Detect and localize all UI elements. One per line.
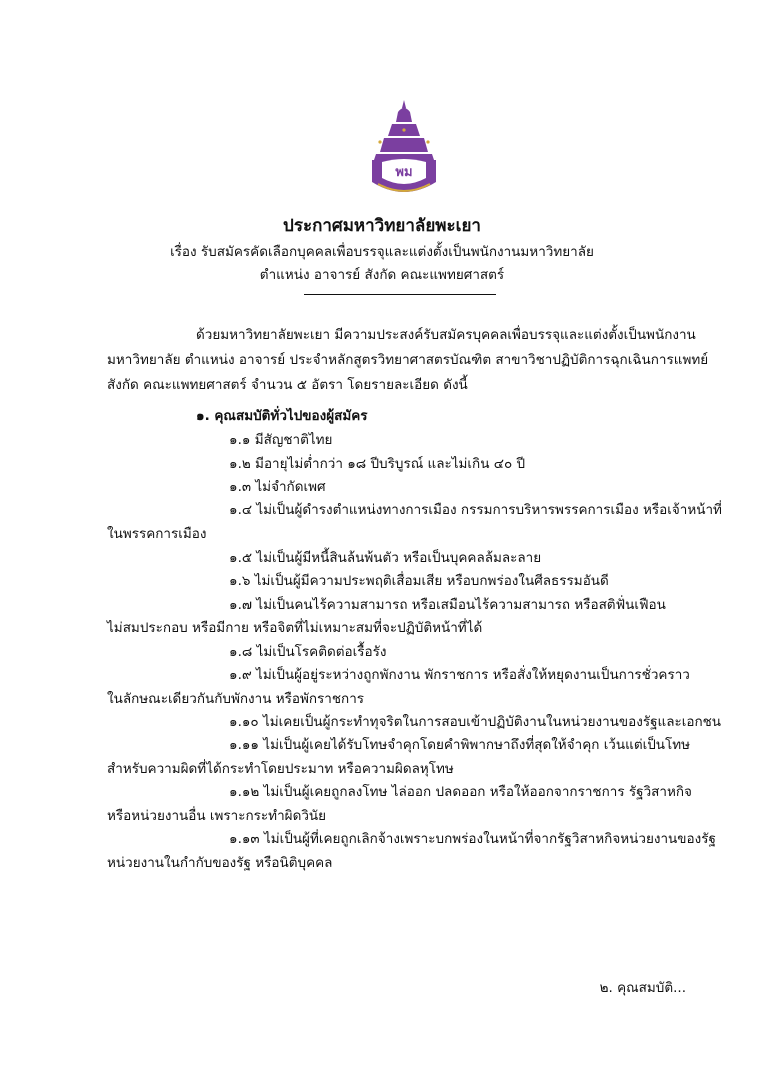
university-logo [368, 98, 440, 202]
announcement-position: ตำแหน่ง อาจารย์ สังกัด คณะแพทยศาสตร์ [259, 267, 505, 283]
list-item: ๑.๑๒ ไม่เป็นผู้เคยถูกลงโทษ ไล่ออก ปลดออก หรือให้ออกจากราชการ รัฐวิสาหกิจ [229, 784, 692, 800]
list-item: ๑.๒ มีอายุไม่ต่ำกว่า ๑๘ ปีบริบูรณ์ และไม่เกิน ๔๐ ปี [229, 456, 526, 472]
list-item: ๑.๑๐ ไม่เคยเป็นผู้กระทำทุจริตในการสอบเข้าปฏิบัติงานในหน่วยงานของรัฐและเอกชน [229, 714, 722, 730]
list-item: ๑.๔ ไม่เป็นผู้ดำรงตำแหน่งทางการเมือง กรรมการบริหารพรรคการเมือง หรือเจ้าหน้าที่ [229, 502, 722, 518]
list-item: ๑.๑๑ ไม่เป็นผู้เคยได้รับโทษจำคุกโดยคำพิพากษาถึงที่สุดให้จำคุก เว้นแต่เป็นโทษ [229, 737, 691, 753]
intro-line: สังกัด คณะแพทยศาสตร์ จำนวน ๕ อัตรา โดยรายละเอียด ดังนี้ [107, 377, 468, 393]
list-item: ๑.๓ ไม่จำกัดเพศ [229, 479, 326, 495]
list-item-continuation: หรือหน่วยงานอื่น เพราะกระทำผิดวินัย [107, 808, 327, 824]
list-item: ๑.๕ ไม่เป็นผู้มีหนี้สินล้นพ้นตัว หรือเป็นบุคคลล้มละลาย [229, 550, 542, 566]
list-item-continuation: ในพรรคการเมือง [107, 526, 207, 542]
continuation-note: ๒. คุณสมบัติ... [599, 980, 686, 996]
announcement-title: ประกาศมหาวิทยาลัยพะเยา [283, 216, 481, 236]
title-divider [304, 294, 496, 295]
list-item: ๑.๑ มีสัญชาติไทย [229, 432, 333, 448]
list-item-continuation: ไม่สมประกอบ หรือมีกาย หรือจิตที่ไม่เหมาะสมที่จะปฏิบัติหน้าที่ได้ [107, 620, 483, 636]
list-item: ๑.๙ ไม่เป็นผู้อยู่ระหว่างถูกพักงาน พักราชการ หรือสั่งให้หยุดงานเป็นการชั่วคราว [229, 667, 690, 683]
intro-line: ด้วยมหาวิทยาลัยพะเยา มีความประสงค์รับสมัครบุคคลเพื่อบรรจุและแต่งตั้งเป็นพนักงาน [196, 327, 696, 343]
list-item-continuation: หน่วยงานในกำกับของรัฐ หรือนิติบุคคล [107, 855, 333, 871]
list-item: ๑.๘ ไม่เป็นโรคติดต่อเรื้อรัง [229, 644, 387, 660]
list-item: ๑.๖ ไม่เป็นผู้มีความประพฤติเสื่อมเสีย หรือบกพร่องในศีลธรรมอันดี [229, 573, 609, 589]
list-item: ๑.๑๓ ไม่เป็นผู้ที่เคยถูกเลิกจ้างเพราะบกพร่องในหน้าที่จากรัฐวิสาหกิจหน่วยงานของรัฐ [229, 831, 716, 847]
list-item-continuation: ในลักษณะเดียวกันกับพักงาน หรือพักราชการ [107, 691, 365, 707]
list-item: ๑.๗ ไม่เป็นคนไร้ความสามารถ หรือเสมือนไร้ความสามารถ หรือสติฟั่นเฟือน [229, 597, 666, 613]
announcement-subject: เรื่อง รับสมัครคัดเลือกบุคคลเพื่อบรรจุและแต่งตั้งเป็นพนักงานมหาวิทยาลัย [170, 244, 594, 260]
section-heading: ๑. คุณสมบัติทั่วไปของผู้สมัคร [196, 408, 368, 424]
intro-line: มหาวิทยาลัย ตำแหน่ง อาจารย์ ประจำหลักสูตรวิทยาศาสตรบัณฑิต สาขาวิชาปฏิบัติการฉุกเฉินการแพทย์ [107, 352, 709, 368]
svg-text:พม: พม [395, 165, 413, 180]
list-item-continuation: สำหรับความผิดที่ได้กระทำโดยประมาท หรือความผิดลหุโทษ [107, 761, 454, 777]
